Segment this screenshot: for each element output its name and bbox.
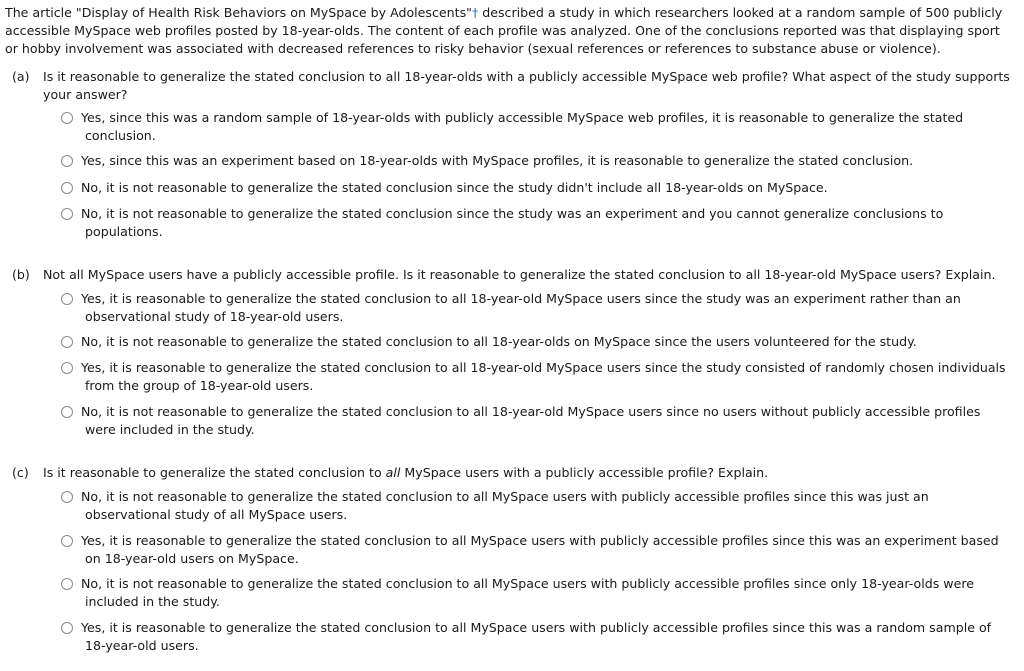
intro-text: The article "Display of Health Risk Behaviors on MySpace by Adolescents" <box>5 5 472 20</box>
option-text-cont: included in the study. <box>85 594 220 609</box>
intro-line-2: accessible MySpace web profiles posted by 18-year-olds. The content of each profile was analyzed. One of the conclusions reported was that displaying sport <box>5 23 1000 38</box>
option-text: Yes, it is reasonable to generalize the stated conclusion to all MySpace users with publicly accessible profiles since this was a random sample of <box>81 620 992 635</box>
intro-line-3: or hobby involvement was associated with decreased references to risky behavior (sexual references or references to substance abuse or violence). <box>5 41 941 56</box>
intro-text-rest: described a study in which researchers looked at a random sample of 500 publicly <box>478 5 1003 20</box>
option-text-cont: conclusion. <box>85 128 156 143</box>
part-c-option-1[interactable] <box>61 488 1011 524</box>
option-text: Yes, it is reasonable to generalize the stated conclusion to all 18-year-old MySpace users since the study consisted of randomly chosen individuals <box>81 360 1006 375</box>
part-b-question-line1: Not all MySpace users have a publicly accessible profile. Is it reasonable to generalize the stated conclusion to all 18-year-old MySpace users? Explain. <box>43 267 996 282</box>
radio-button[interactable] <box>61 208 73 220</box>
radio-button[interactable] <box>61 293 73 305</box>
option-text: No, it is not reasonable to generalize the stated conclusion to all 18-year-old MySpace users since no users without publicly accessible profiles <box>81 404 981 419</box>
option-text: No, it is not reasonable to generalize the stated conclusion to all MySpace users with publicly accessible profiles since only 18-year-olds were <box>81 576 974 591</box>
option-text: Yes, it is reasonable to generalize the stated conclusion to all MySpace users with publicly accessible profiles since this was an experiment based <box>81 533 999 548</box>
option-text-cont: from the group of 18-year-old users. <box>85 378 314 393</box>
radio-button[interactable] <box>61 406 73 418</box>
intro-paragraph <box>5 4 1017 58</box>
option-text: No, it is not reasonable to generalize the stated conclusion to all MySpace users with publicly accessible profiles since this was just an <box>81 489 929 504</box>
radio-button[interactable] <box>61 622 73 634</box>
part-a-option-3[interactable] <box>61 179 1011 197</box>
part-b-option-1[interactable] <box>61 290 1011 326</box>
part-c-question-pre: Is it reasonable to generalize the stated conclusion to <box>43 465 386 480</box>
footnote-dagger-link[interactable]: † <box>471 5 479 20</box>
radio-button[interactable] <box>61 578 73 590</box>
radio-button[interactable] <box>61 182 73 194</box>
option-text: No, it is not reasonable to generalize the stated conclusion since the study was an experiment and you cannot generalize conclusions to <box>81 206 944 221</box>
part-b-question <box>43 266 995 284</box>
radio-button[interactable] <box>61 155 73 167</box>
option-text: Yes, since this was a random sample of 18-year-olds with publicly accessible MySpace web profiles, it is reasonable to generalize the stated <box>81 110 964 125</box>
radio-button[interactable] <box>61 336 73 348</box>
part-c-label: (c) <box>12 465 29 480</box>
part-a-option-4[interactable] <box>61 205 1011 241</box>
part-a-label: (a) <box>12 69 30 84</box>
option-text-cont: observational study of 18-year-old users. <box>85 309 344 324</box>
option-text: Yes, it is reasonable to generalize the stated conclusion to all 18-year-old MySpace users since the study was an experiment rather than an <box>81 291 961 306</box>
option-text: No, it is not reasonable to generalize the stated conclusion to all 18-year-olds on MySpace since the users volunteered for the study. <box>81 334 917 349</box>
part-a-question-line2: your answer? <box>43 87 128 102</box>
part-a-option-1[interactable] <box>61 109 1011 145</box>
option-text-cont: populations. <box>85 224 163 239</box>
radio-button[interactable] <box>61 535 73 547</box>
option-text-cont: were included in the study. <box>85 422 255 437</box>
option-text: Yes, since this was an experiment based on 18-year-olds with MySpace profiles, it is reasonable to generalize the stated conclusion. <box>81 153 914 168</box>
part-b-option-3[interactable] <box>61 359 1011 395</box>
option-text-cont: 18-year-old users. <box>85 638 199 653</box>
option-text: No, it is not reasonable to generalize the stated conclusion since the study didn't include all 18-year-olds on MySpace. <box>81 180 828 195</box>
radio-button[interactable] <box>61 491 73 503</box>
part-c-question <box>43 464 768 482</box>
part-a-question <box>43 68 1010 104</box>
part-a-question-line1: Is it reasonable to generalize the stated conclusion to all 18-year-olds with a publicly accessible MySpace web profile? What aspect of the study supports <box>43 69 1010 84</box>
part-c-question-emphasis: all <box>385 465 401 480</box>
option-text-cont: on 18-year-old users on MySpace. <box>85 551 299 566</box>
part-c-question-post: MySpace users with a publicly accessible profile? Explain. <box>400 465 769 480</box>
part-c-option-3[interactable] <box>61 575 1011 611</box>
part-c-option-2[interactable] <box>61 532 1011 568</box>
option-text-cont: observational study of all MySpace users. <box>85 507 348 522</box>
part-c-option-4[interactable] <box>61 619 1011 655</box>
part-b-option-4[interactable] <box>61 403 1011 439</box>
part-b-option-2[interactable] <box>61 333 1011 351</box>
radio-button[interactable] <box>61 362 73 374</box>
part-b-label: (b) <box>12 267 30 282</box>
part-a-option-2[interactable] <box>61 152 1011 170</box>
radio-button[interactable] <box>61 112 73 124</box>
